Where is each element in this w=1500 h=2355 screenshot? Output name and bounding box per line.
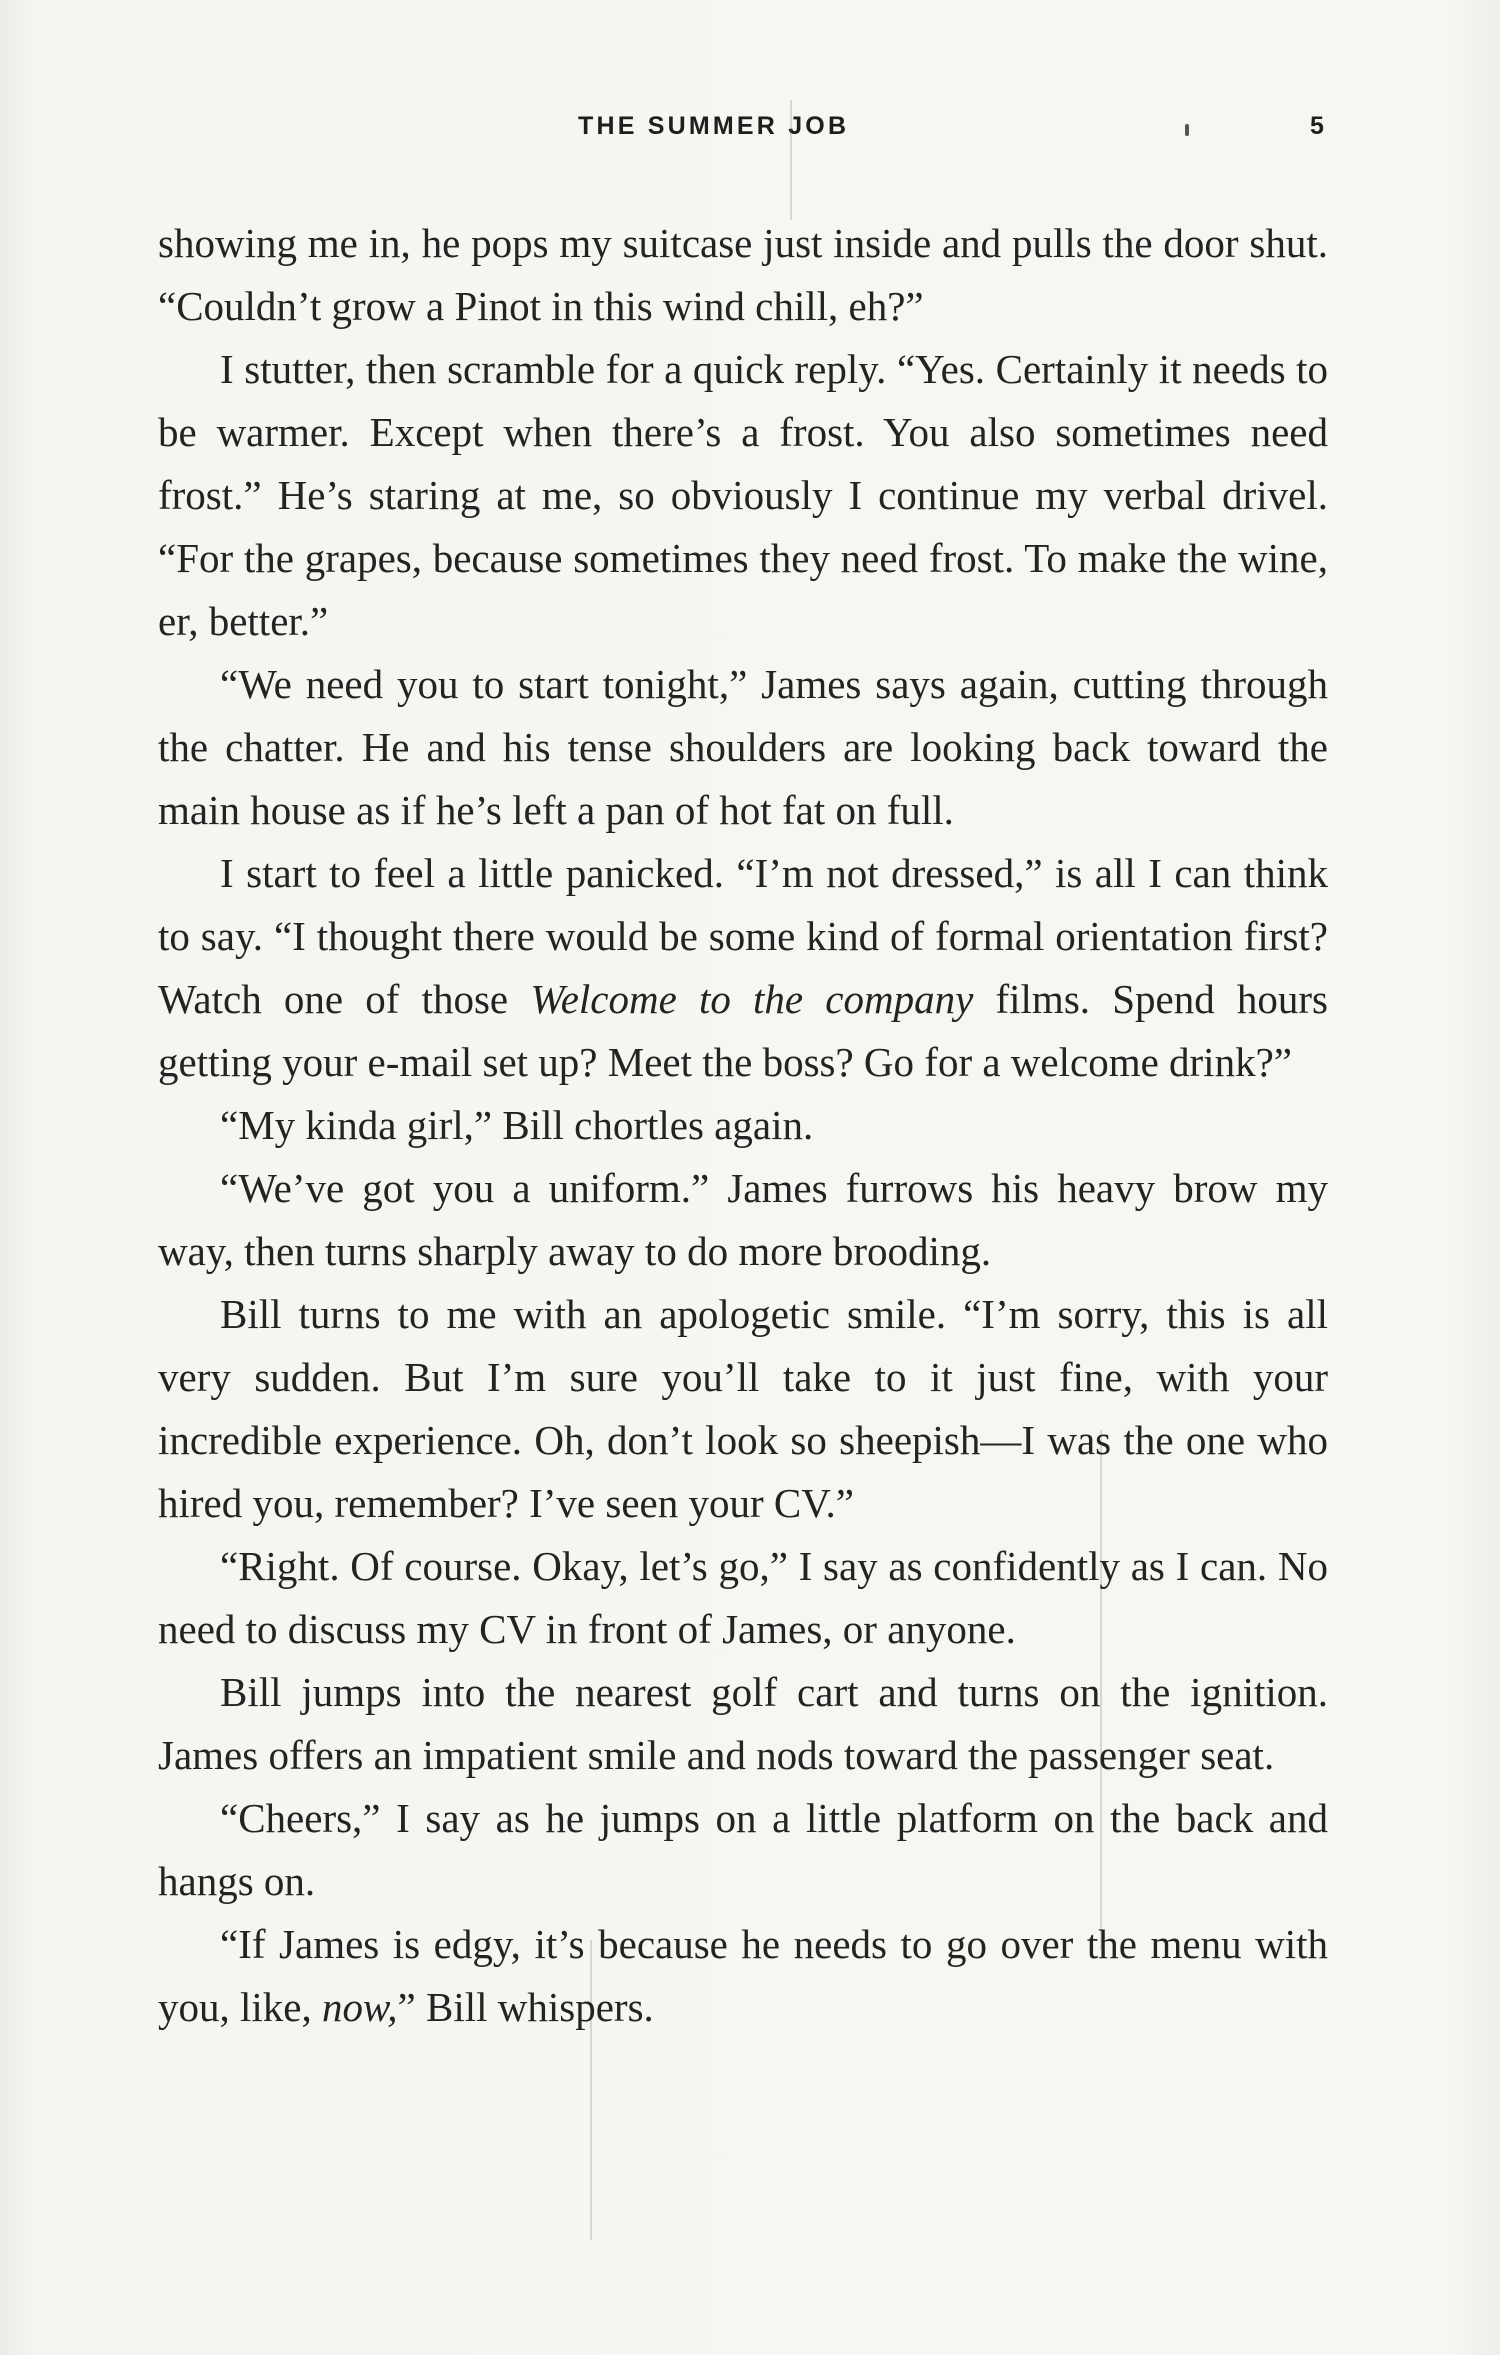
page-number: 5 — [1310, 112, 1324, 140]
paragraph-text: “If James is edgy, it’s because he needs to go over the menu with you, like, — [158, 1921, 1328, 2030]
paragraph: “Right. Of course. Okay, let’s go,” I say as confidently as I can. No need to discuss my CV in front of James, or anyone. — [158, 1543, 1328, 1652]
italic-film-title: Welcome to the company — [530, 976, 974, 1022]
header-dot-mark — [1185, 124, 1189, 136]
running-head — [0, 112, 1500, 152]
paragraph: Bill turns to me with an apologetic smile. “I’m sorry, this is all very sudden. But I’m sure you’ll take to it just fine, with your incredible experience. Oh, don’t look so sheepish—I was the one who hired you, remember? I’ve seen your CV.” — [158, 1291, 1328, 1526]
paragraph — [158, 1913, 1328, 2039]
paragraph: Bill jumps into the nearest golf cart and turns on the ignition. James offers an impatient smile and nods toward the passenger seat. — [158, 1669, 1328, 1778]
running-title: THE SUMMER JOB — [578, 112, 850, 140]
page-crease-mark — [790, 100, 792, 220]
body-text — [158, 212, 1328, 2039]
paragraph: I stutter, then scramble for a quick reply. “Yes. Certainly it needs to be warmer. Except when there’s a frost. You also sometimes need frost.” He’s staring at me, so obviously I continue my verbal drivel. “For the grapes, because sometimes they need frost. To make the wine, er, better.” — [158, 346, 1328, 644]
paragraph — [158, 842, 1328, 1094]
paragraph-text: ” Bill whispers. — [397, 1984, 654, 2030]
paragraph: “We’ve got you a uniform.” James furrows his heavy brow my way, then turns sharply away to do more brooding. — [158, 1165, 1328, 1274]
paragraph-text: I start to feel a little panicked. “I’m not dressed,” is all I can think to say. “I thought there would be some kind of formal orientation first? Watch one of those — [158, 850, 1328, 1022]
paragraph: “My kinda girl,” Bill chortles again. — [220, 1102, 814, 1148]
paragraph: “We need you to start tonight,” James says again, cutting through the chatter. He and his tense shoulders are looking back toward the main house as if he’s left a pan of hot fat on full. — [158, 661, 1328, 833]
paragraph: “Cheers,” I say as he jumps on a little platform on the back and hangs on. — [158, 1795, 1328, 1904]
paragraph: showing me in, he pops my suitcase just inside and pulls the door shut. “Couldn’t grow a Pinot in this wind chill, eh?” — [158, 220, 1328, 329]
italic-emphasis: now, — [321, 1984, 398, 2030]
paragraph-text: films. Spend hours getting your e-mail set up? Meet the boss? Go for a welcome drink?” — [158, 976, 1328, 1085]
